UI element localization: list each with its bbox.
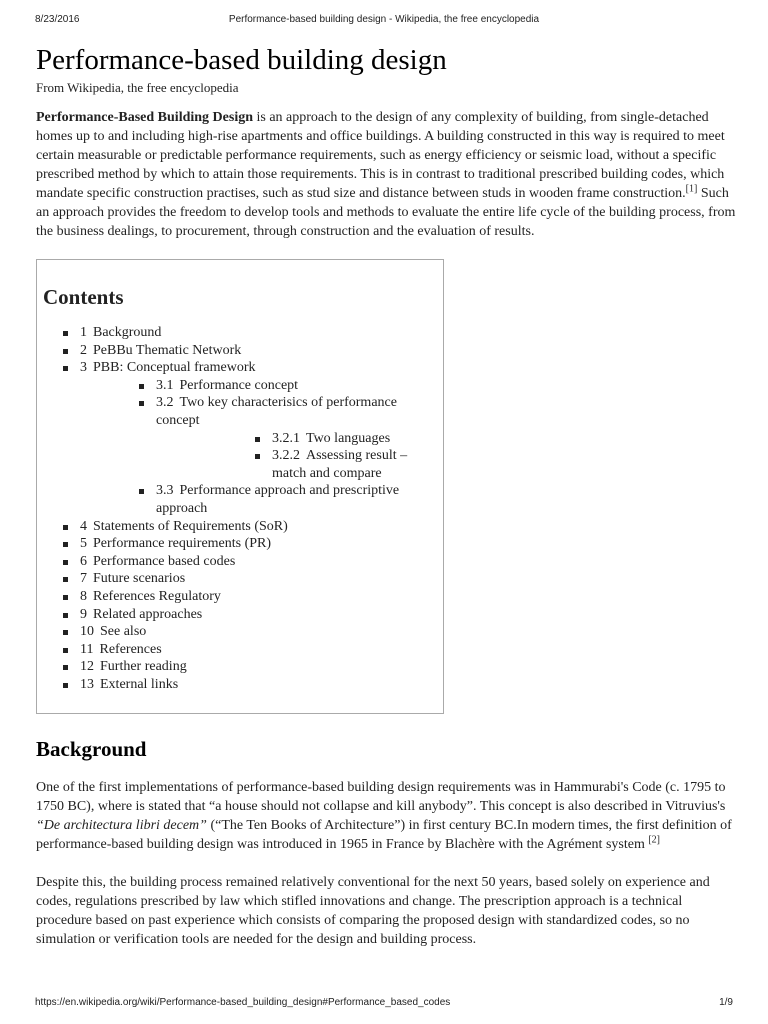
toc-item-codes[interactable]: 6 Performance based codes [43,553,437,571]
background-paragraph-1: One of the first implementations of performance-based building design requirements was in Hammurabi's Code (c. 1795 to 1750 BC), where is stated that “a house should not collapse and kill anybody”. This concept is also described in Vitruvius's “De architectura libri decem” (“The Ten Books of Architecture”) in first century BC.In modern times, the first definition of performance-based building design was introduced in 1965 in France by Blachère with the Agrément system [2] [36,780,732,853]
site-tagline: From Wikipedia, the free encyclopedia [36,80,239,95]
toc-item-key-characteristics[interactable]: 3.2 Two key characterisics of performance concept 3.2.1 Two languages 3.2.2 Assessing result – match and compare [80,394,437,482]
toc-item-external-links[interactable]: 13 External links [43,676,437,694]
toc-item-pbb-framework[interactable]: 3 PBB: Conceptual framework 3.1 Performance concept 3.2 Two key characterisics of performance concept 3.2.1 Two languages 3.2.2 Assessing result – match and compare 3.3 Performance approach and prescriptive approach [43,359,437,517]
print-page-number: 1/9 [719,997,733,1008]
toc-item-further-reading[interactable]: 12 Further reading [43,658,437,676]
lead-paragraph: Performance-Based Building Design is an approach to the design of any complexity of building, from single-detached homes up to and including high-rise apartments and office buildings. A building constructed in this way is required to meet certain measurable or predictable performance requirements, such as energy efficiency or seismic load, without a specific prescribed method by which to attain those requirements. This is in contrast to traditional prescribed building codes, which mandate specific construction practises, such as stud size and distance between studs in wooden frame construction.[1] Such an approach provides the freedom to develop tools and methods to evaluate the entire life cycle of the building process, from the business dealings, to procurement, through construction and the evaluation of results. [36,110,736,239]
print-date: 8/23/2016 [35,14,80,25]
toc-item-sor[interactable]: 4 Statements of Requirements (SoR) [43,518,437,536]
print-url: https://en.wikipedia.org/wiki/Performance-based_building_design#Performance_based_codes [35,997,451,1008]
print-title: Performance-based building design - Wikipedia, the free encyclopedia [228,14,540,25]
toc-item-two-languages[interactable]: 3.2.1 Two languages [156,430,437,448]
toc-item-pebbu[interactable]: 2 PeBBu Thematic Network [43,342,437,360]
toc-item-performance-approach[interactable]: 3.3 Performance approach and prescriptive approach [80,482,437,517]
print-header [35,14,733,25]
table-of-contents [36,259,444,714]
toc-item-pr[interactable]: 5 Performance requirements (PR) [43,535,437,553]
book-title[interactable]: “De architectura libri decem” [36,818,207,834]
section-heading-background: Background [36,737,147,762]
toc-item-related[interactable]: 9 Related approaches [43,606,437,624]
toc-item-assessing-result[interactable]: 3.2.2 Assessing result – match and compare [156,447,437,482]
toc-item-see-also[interactable]: 10 See also [43,623,437,641]
lead-bold-term: Performance-Based Building Design [36,110,253,125]
toc-item-references[interactable]: 11 References [43,641,437,659]
toc-item-performance-concept[interactable]: 3.1 Performance concept [80,377,437,395]
toc-title: Contents [43,285,124,309]
toc-item-background[interactable]: 1 Background [43,324,437,342]
toc-item-future[interactable]: 7 Future scenarios [43,570,437,588]
toc-item-references-regulatory[interactable]: 8 References Regulatory [43,588,437,606]
page-title: Performance-based building design [36,44,447,76]
reference-link-2[interactable]: [2] [648,834,661,846]
print-footer [35,997,733,1008]
reference-link-1[interactable]: [1] [685,183,698,195]
background-paragraph-2: Despite this, the building process remained relatively conventional for the next 50 years, based solely on experience and codes, regulations prescribed by law which stifled innovations and change. The prescription approach is a technical procedure based on past experience which consists of comparing the proposed design with standardized codes, so no simulation or verification tools are needed for the design and building process. [36,875,710,948]
article-content [36,40,740,968]
